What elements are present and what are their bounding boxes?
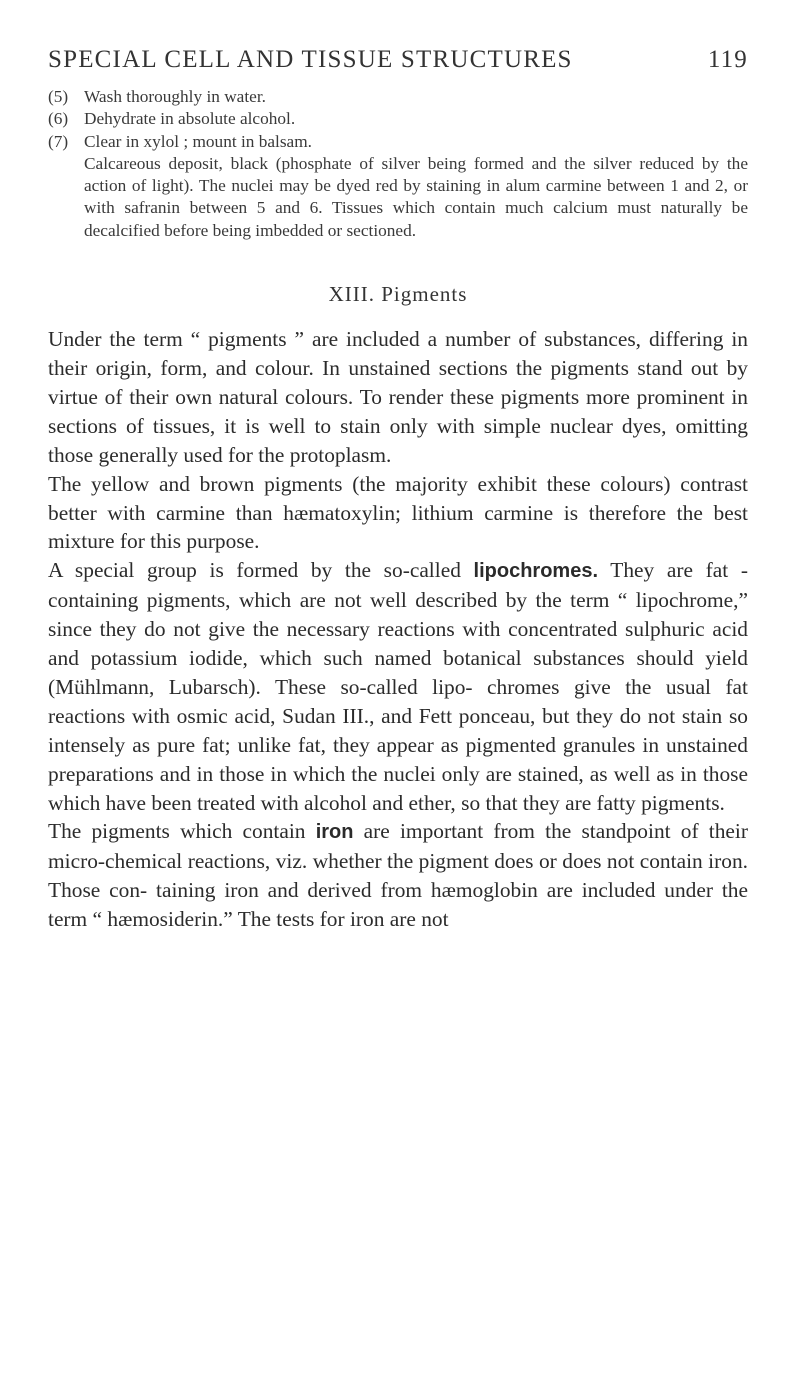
step-item — [48, 131, 748, 153]
running-head-title: SPECIAL CELL AND TISSUE STRUCTURES — [48, 46, 573, 73]
emphasis-term: iron — [315, 821, 354, 844]
step-text: Wash thoroughly in water. — [84, 87, 266, 106]
paragraph — [48, 817, 748, 934]
procedure-steps — [48, 86, 748, 242]
paragraph — [48, 470, 748, 557]
step-note: Calcareous deposit, black (phosphate of silver being formed and the silver reduced by the action of light). The nuclei may be dyed red by staining in alum carmine between 1 and 2, or with safranin between 5 and 6. Tissues which contain much calcium must naturally be decalcified before being imbedded or sectioned. — [84, 153, 748, 240]
paragraph-text: Under the term “ pigments ” are included a number of substances, differing in their origin, form, and colour. In unstained sections the pigments stand out by virtue of their own natural colours. To render these pigments more prominent in sections of tissues, it is well to stain only with simple nuclear dyes, omitting those generally used for the protoplasm. — [48, 327, 748, 467]
step-number: (5) — [48, 87, 69, 106]
running-head — [48, 46, 748, 74]
paragraph-text: are important from the standpoint of their micro-chemical reactions, viz. whether the pigment does or does not contain iron. Those con- taining iron and derived from hæmoglobin are included under the term “ hæmosiderin.” The tests for iron are not — [48, 819, 748, 932]
emphasis-term: lipochromes. — [473, 560, 599, 583]
paragraph-text: The yellow and brown pigments (the majority exhibit these colours) contrast better with carmine than hæmatoxylin; lithium carmine is therefore the best mixture for this purpose. — [48, 471, 748, 554]
paragraph — [48, 556, 748, 817]
step-item — [48, 86, 748, 108]
paragraph — [48, 325, 748, 470]
section-heading: XIII. Pigments — [328, 282, 468, 307]
body-text — [48, 325, 748, 934]
paragraph-text: They are fat - containing pigments, which are not well described by the term “ lipochrome,” since they do not give the necessary reactions with concentrated sulphuric acid and potassium iodide, which such named botanical substances should yield (Mühlmann, Lubarsch). These so-called lipo- chromes give the usual fat reactions with osmic acid, Sudan III., and Fett ponceau, but they do not stain so intensely as pure fat; unlike fat, they appear as pigmented granules in unstained preparations and in those in which the nuclei only are stained, as well as in those which have been treated with alcohol and ether, so that they are fatty pigments. — [48, 558, 748, 815]
book-page — [48, 46, 748, 934]
paragraph-text: A special group is formed by the so-called — [48, 558, 474, 583]
step-text: Clear in xylol ; mount in balsam. — [84, 131, 312, 151]
step-number: (7) — [48, 131, 69, 151]
paragraph-text: The pigments which contain — [48, 819, 316, 844]
step-number: (6) — [48, 109, 69, 129]
step-item — [48, 108, 748, 130]
page-number: 119 — [707, 46, 748, 73]
step-text: Dehydrate in absolute alcohol. — [84, 109, 296, 129]
